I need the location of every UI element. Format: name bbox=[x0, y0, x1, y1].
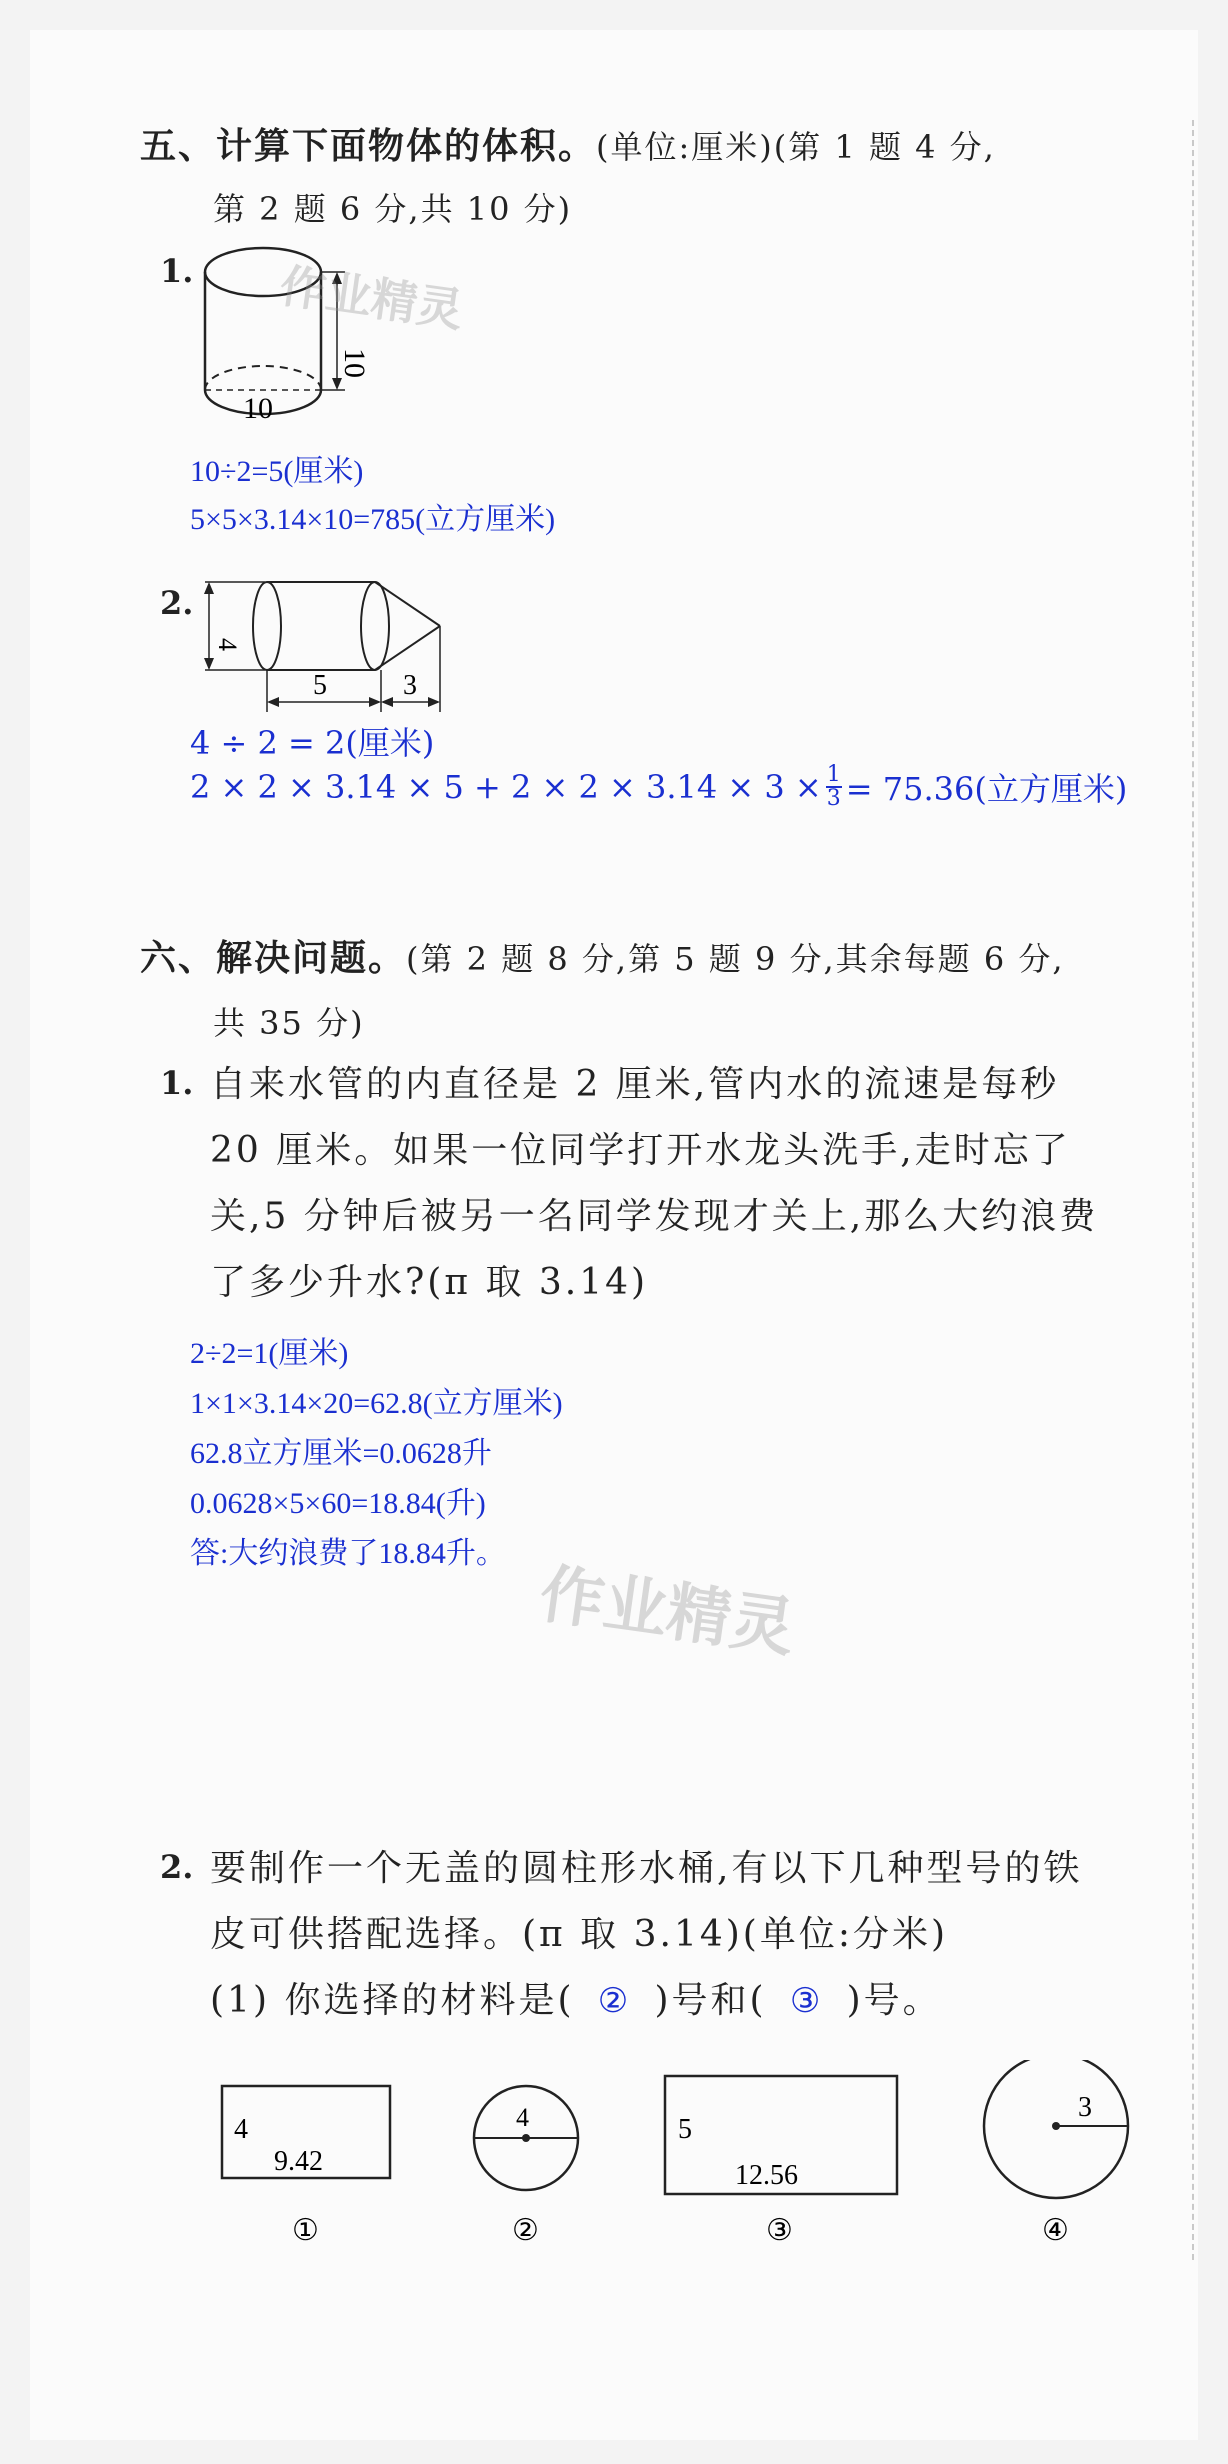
p1-number: 1. bbox=[160, 1064, 194, 1102]
shape3-bottom-label: 12.56 bbox=[735, 2160, 798, 2191]
q2-answer-1: 4 ÷ 2 = 2(厘米) bbox=[190, 724, 435, 762]
shape3-side-label: 5 bbox=[678, 2114, 692, 2145]
q1-answer-2: 5×5×3.14×10=785(立方厘米) bbox=[190, 503, 556, 536]
p1-line: 了多少升水?(π 取 3.14) bbox=[210, 1262, 649, 1303]
shape1-label: ① bbox=[292, 2214, 319, 2247]
shape1-side-label: 4 bbox=[234, 2114, 248, 2145]
shape4-label: ④ bbox=[1042, 2214, 1069, 2247]
q2-number: 2. bbox=[160, 584, 194, 622]
q1-number: 1. bbox=[160, 252, 194, 290]
p1-answer-3: 62.8立方厘米=0.0628升 bbox=[190, 1437, 492, 1470]
section5-title: 五、计算下面物体的体积。 bbox=[140, 125, 597, 167]
section6-note-cont: 共 35 分) bbox=[213, 1004, 365, 1042]
fraction-denominator: 3 bbox=[826, 786, 841, 811]
section5-note: (单位:厘米)(第 1 题 4 分, bbox=[596, 128, 996, 166]
q2-answer-2-part2: = 75.36(立方厘米) bbox=[845, 770, 1128, 808]
p2-sub1-mid: )号和( bbox=[654, 1980, 767, 2021]
shape3-label: ③ bbox=[766, 2214, 793, 2247]
q2-answer-2 bbox=[190, 764, 1127, 810]
cyl-length-label: 5 bbox=[313, 670, 327, 701]
p2-choice-1: ② bbox=[597, 1981, 632, 2021]
p1-line: 20 厘米。如果一位同学打开水龙头洗手,走时忘了 bbox=[210, 1130, 1071, 1171]
p1-answer-4: 0.0628×5×60=18.84(升) bbox=[190, 1487, 486, 1520]
q2-answer-2-part1: 2 × 2 × 3.14 × 5 + 2 × 2 × 3.14 × 3 × bbox=[190, 768, 822, 806]
margin-rule bbox=[1192, 120, 1194, 2260]
p2-number: 2. bbox=[160, 1848, 194, 1886]
q1-answer-1: 10÷2=5(厘米) bbox=[190, 455, 364, 488]
materials-figure bbox=[200, 2060, 1140, 2260]
p1-answer-2: 1×1×3.14×20=62.8(立方厘米) bbox=[190, 1387, 563, 1420]
fraction-one-third bbox=[826, 764, 842, 810]
p1-answer-1: 2÷2=1(厘米) bbox=[190, 1337, 349, 1370]
p1-line: 关,5 分钟后被另一名同学发现才关上,那么大约浪费 bbox=[210, 1196, 1099, 1237]
shape2-diameter-label: 4 bbox=[516, 2103, 529, 2132]
watermark: 作业精灵 bbox=[276, 258, 467, 338]
p2-line: 要制作一个无盖的圆柱形水桶,有以下几种型号的铁 bbox=[210, 1848, 1083, 1889]
p2-subquestion-1 bbox=[210, 1968, 942, 2034]
p1-answer-5: 答:大约浪费了18.84升。 bbox=[190, 1537, 506, 1570]
p2-sub1-post: )号。 bbox=[846, 1980, 942, 2021]
cone-length-label: 3 bbox=[403, 670, 417, 701]
watermark: 作业精灵 bbox=[535, 1557, 800, 1667]
p1-line: 自来水管的内直径是 2 厘米,管内水的流速是每秒 bbox=[210, 1064, 1060, 1105]
cylinder-cone-figure bbox=[195, 572, 455, 722]
shape1-bottom-label: 9.42 bbox=[274, 2146, 323, 2177]
section6-note: (第 2 题 8 分,第 5 题 9 分,其余每题 6 分, bbox=[406, 940, 1065, 978]
section5-heading bbox=[140, 118, 996, 169]
p1-text bbox=[210, 1052, 1098, 1316]
section5-note-cont: 第 2 题 6 分,共 10 分) bbox=[213, 190, 573, 228]
section6-heading bbox=[140, 930, 1065, 981]
section6-title: 六、解决问题。 bbox=[140, 937, 407, 979]
p2-text bbox=[210, 1836, 1082, 1968]
cylinder-height-label: 10 bbox=[338, 348, 371, 378]
fraction-numerator: 1 bbox=[826, 762, 841, 787]
shape2-label: ② bbox=[512, 2214, 539, 2247]
cyl-diameter-label: 4 bbox=[213, 638, 242, 651]
p2-line: 皮可供搭配选择。(π 取 3.14)(单位:分米) bbox=[210, 1914, 949, 1955]
p2-choice-2: ③ bbox=[789, 1981, 824, 2021]
shape4-radius-label: 3 bbox=[1078, 2092, 1092, 2123]
p2-sub1-pre: (1) 你选择的材料是( bbox=[210, 1980, 575, 2021]
cylinder-diameter-label: 10 bbox=[243, 392, 273, 425]
